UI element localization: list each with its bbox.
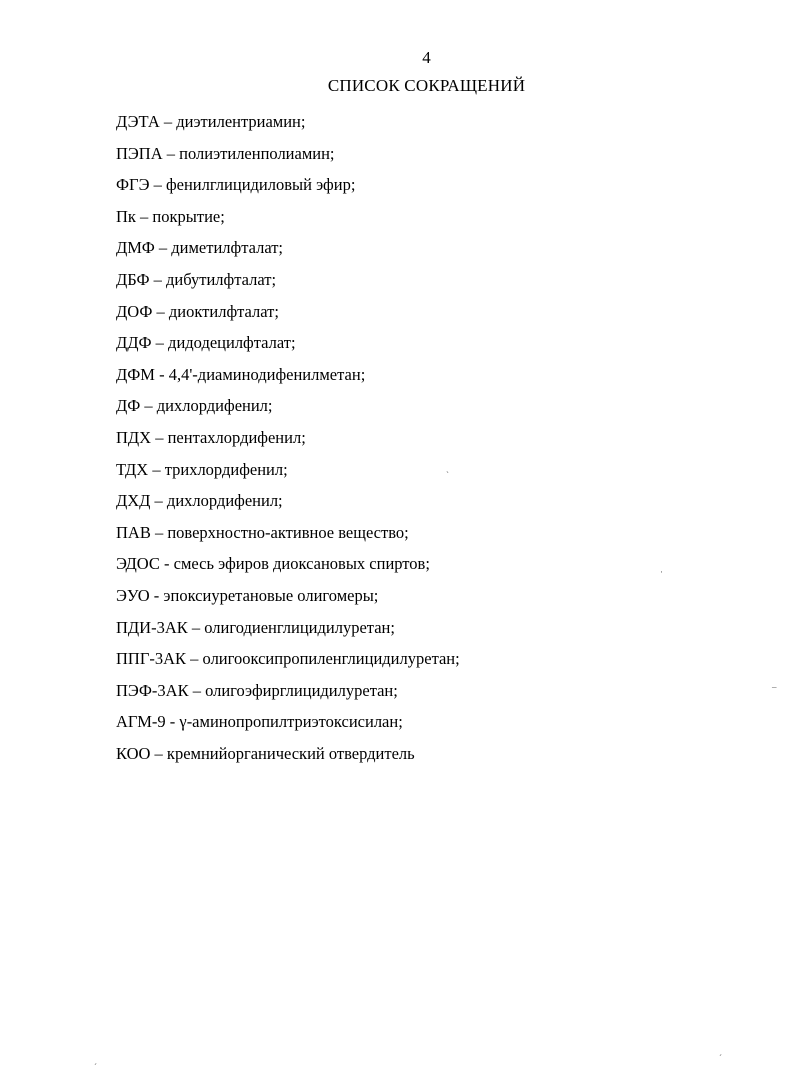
abbreviation-item: ФГЭ – фенилглицидиловый эфир; (116, 175, 356, 195)
abbreviation-item: ЭУО - эпоксиуретановые олигомеры; (116, 585, 379, 605)
abbreviation-item: ПДХ – пентахлордифенил; (116, 427, 306, 447)
abbreviation-item: ПЭФ-3АК – олигоэфирглицидилуретан; (116, 680, 398, 700)
abbreviation-list (116, 106, 460, 769)
abbreviation-item: ТДХ – трихлордифенил; (116, 459, 288, 479)
abbreviation-item: ДФ – дихлордифенил; (116, 396, 273, 416)
scan-speck: · (660, 567, 663, 577)
abbreviation-item: ППГ-3АК – олигооксипропиленглицидилуретан; (116, 649, 460, 669)
abbreviation-item: Пк – покрытие; (116, 206, 225, 226)
abbreviation-item: ПЭПА – полиэтиленполиамин; (116, 143, 335, 163)
page-title: СПИСОК СОКРАЩЕНИЙ (327, 76, 526, 95)
abbreviation-item: ДХД – дихлордифенил; (116, 491, 283, 511)
abbreviation-item: ДОФ – диоктилфталат; (116, 301, 279, 321)
abbreviation-item: АГМ-9 - γ-аминопропилтриэтоксисилан; (116, 712, 403, 732)
abbreviation-item: ДЭТА – диэтилентриамин; (116, 112, 306, 131)
abbreviation-item: КОО – кремнийорганический отвердитель (116, 743, 415, 763)
scan-speck: ˊ (94, 1062, 97, 1072)
abbreviation-item: ДМФ – диметилфталат; (116, 238, 284, 258)
abbreviation-item: ПДИ-3АК – олигодиенглицидилуретан; (116, 617, 395, 637)
abbreviation-item: ДБФ – дибутилфталат; (116, 269, 277, 289)
abbreviation-item: ДДФ – дидодецилфталат; (116, 333, 296, 353)
abbreviation-item: ЭДОС - смесь эфиров диоксановых спиртов; (116, 554, 430, 574)
scan-speck: ˋ (446, 470, 449, 480)
abbreviation-item: ПАВ – поверхностно-активное вещество; (116, 522, 409, 542)
page-number: 4 (422, 48, 431, 67)
scan-speck: ‒ (772, 682, 777, 692)
abbreviation-item: ДФМ - 4,4'-диаминодифенилметан; (116, 364, 366, 384)
scan-speck: ˊ (719, 1053, 722, 1063)
